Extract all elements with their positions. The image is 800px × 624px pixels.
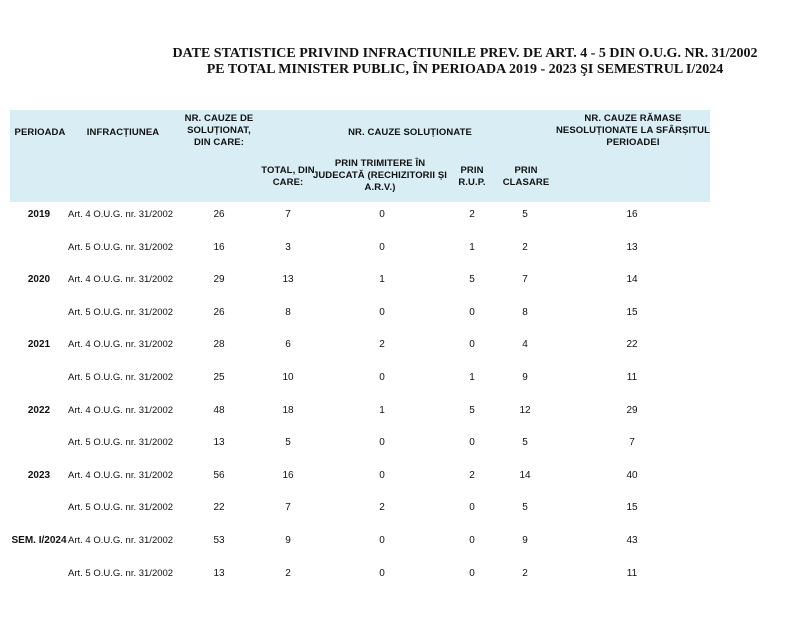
cell-trimitere: 0 — [379, 241, 385, 253]
cell-total: 6 — [285, 339, 291, 351]
cell-inf: Art. 5 O.U.G. nr. 31/2002 — [68, 567, 174, 579]
cell-inf: Art. 4 O.U.G. nr. 31/2002 — [68, 535, 174, 546]
cell-ramase: 40 — [626, 469, 638, 481]
cell-inf: Art. 5 O.U.G. nr. 31/2002 — [68, 372, 174, 383]
cell-total: 8 — [285, 306, 291, 318]
cell-trimitere: 0 — [379, 535, 385, 546]
cell-clasare: 2 — [522, 567, 528, 579]
header-nr-cauze-solutionate: NR. CAUZE SOLUȚIONATE — [348, 127, 472, 138]
cell-period: 2023 — [27, 469, 51, 481]
header-prin-trimitere: PRIN TRIMITERE ÎN JUDECATĂ (RECHIZITORII ȘI A.R.V.) — [312, 158, 448, 193]
cell-rup: 5 — [469, 404, 475, 416]
cell-inf: Art. 4 O.U.G. nr. 31/2002 — [68, 404, 174, 416]
cell-inf: Art. 4 O.U.G. nr. 31/2002 — [68, 339, 174, 351]
cell-ramase: 11 — [626, 372, 638, 383]
cell-ramase: 29 — [626, 404, 638, 416]
cell-de-solutionat: 48 — [213, 404, 225, 416]
cell-inf: Art. 5 O.U.G. nr. 31/2002 — [68, 437, 174, 449]
cell-ramase: 22 — [626, 339, 638, 351]
cell-inf: Art. 5 O.U.G. nr. 31/2002 — [68, 502, 174, 514]
cell-trimitere: 1 — [379, 404, 385, 416]
cell-trimitere: 0 — [379, 372, 385, 383]
cell-ramase: 7 — [629, 437, 635, 449]
cell-de-solutionat: 25 — [213, 372, 225, 383]
cell-total: 16 — [282, 469, 294, 481]
cell-trimitere: 0 — [379, 209, 385, 220]
cell-clasare: 12 — [519, 404, 531, 416]
cell-rup: 0 — [469, 339, 475, 351]
cell-rup: 0 — [469, 306, 475, 318]
header-infractiunea: INFRACȚIUNEA — [86, 127, 160, 138]
cell-inf: Art. 5 O.U.G. nr. 31/2002 — [68, 306, 174, 318]
cell-clasare: 2 — [522, 241, 528, 253]
cell-trimitere: 0 — [379, 306, 385, 318]
cell-trimitere: 0 — [379, 469, 385, 481]
cell-inf: Art. 5 O.U.G. nr. 31/2002 — [68, 241, 174, 253]
cell-total: 9 — [285, 535, 291, 546]
cell-trimitere: 0 — [379, 437, 385, 449]
cell-ramase: 13 — [626, 241, 638, 253]
header-perioada: PERIOADA — [14, 127, 66, 138]
cell-ramase: 15 — [626, 502, 638, 514]
cell-ramase: 14 — [626, 274, 638, 286]
cell-total: 13 — [282, 274, 294, 286]
cell-trimitere: 0 — [379, 567, 385, 579]
cell-clasare: 7 — [522, 274, 528, 286]
cell-de-solutionat: 28 — [213, 339, 225, 351]
title-line-1: DATE STATISTICE PRIVIND INFRACTIUNILE PREV. DE ART. 4 - 5 DIN O.U.G. NR. 31/2002 — [172, 46, 758, 61]
cell-clasare: 9 — [522, 372, 528, 383]
header-ramase-nesolutionate: NR. CAUZE RĂMASE NESOLUȚIONATE LA SFÂRȘITUL PERIOADEI — [555, 113, 711, 148]
cell-de-solutionat: 16 — [213, 241, 225, 253]
cell-clasare: 8 — [522, 306, 528, 318]
cell-rup: 5 — [469, 274, 475, 286]
cell-de-solutionat: 29 — [213, 274, 225, 286]
cell-rup: 0 — [469, 567, 475, 579]
cell-period: 2019 — [27, 209, 51, 220]
cell-period: 2021 — [27, 339, 51, 351]
cell-total: 3 — [285, 241, 291, 253]
header-nr-cauze-de-solutionat: NR. CAUZE DE SOLUȚIONAT, DIN CARE: — [184, 113, 254, 148]
header-prin-rup: PRIN R.U.P. — [458, 165, 486, 188]
cell-total: 2 — [285, 567, 291, 579]
cell-rup: 1 — [469, 372, 475, 383]
cell-inf: Art. 4 O.U.G. nr. 31/2002 — [68, 274, 174, 286]
cell-trimitere: 2 — [379, 339, 385, 351]
cell-clasare: 14 — [519, 469, 531, 481]
cell-de-solutionat: 26 — [213, 306, 225, 318]
cell-inf: Art. 4 O.U.G. nr. 31/2002 — [68, 209, 174, 220]
cell-period: 2022 — [27, 404, 51, 416]
cell-de-solutionat: 53 — [213, 535, 225, 546]
cell-clasare: 5 — [522, 209, 528, 220]
cell-rup: 0 — [469, 502, 475, 514]
cell-de-solutionat: 13 — [213, 437, 225, 449]
cell-total: 7 — [285, 209, 291, 220]
cell-ramase: 15 — [626, 306, 638, 318]
cell-rup: 2 — [469, 209, 475, 220]
cell-period: SEM. I/2024 — [11, 535, 67, 546]
cell-de-solutionat: 22 — [213, 502, 225, 514]
cell-de-solutionat: 13 — [213, 567, 225, 579]
cell-trimitere: 2 — [379, 502, 385, 514]
cell-trimitere: 1 — [379, 274, 385, 286]
cell-total: 7 — [285, 502, 291, 514]
cell-clasare: 5 — [522, 437, 528, 449]
cell-ramase: 16 — [626, 209, 638, 220]
cell-total: 5 — [285, 437, 291, 449]
cell-de-solutionat: 26 — [213, 209, 225, 220]
cell-rup: 0 — [469, 437, 475, 449]
cell-ramase: 11 — [626, 567, 638, 579]
cell-ramase: 43 — [626, 535, 638, 546]
cell-total: 18 — [282, 404, 294, 416]
cell-rup: 1 — [469, 241, 475, 253]
cell-clasare: 9 — [522, 535, 528, 546]
cell-clasare: 5 — [522, 502, 528, 514]
page-title — [150, 46, 780, 78]
cell-period: 2020 — [27, 274, 51, 286]
header-prin-clasare: PRIN CLASARE — [502, 165, 550, 188]
cell-rup: 0 — [469, 535, 475, 546]
title-line-2: PE TOTAL MINISTER PUBLIC, ÎN PERIOADA 2019 - 2023 ŞI SEMESTRUL I/2024 — [206, 62, 724, 77]
cell-clasare: 4 — [522, 339, 528, 351]
cell-inf: Art. 4 O.U.G. nr. 31/2002 — [68, 469, 174, 481]
header-total-din-care: TOTAL, DIN CARE: — [261, 165, 315, 188]
cell-de-solutionat: 56 — [213, 469, 225, 481]
cell-total: 10 — [282, 372, 294, 383]
cell-rup: 2 — [469, 469, 475, 481]
